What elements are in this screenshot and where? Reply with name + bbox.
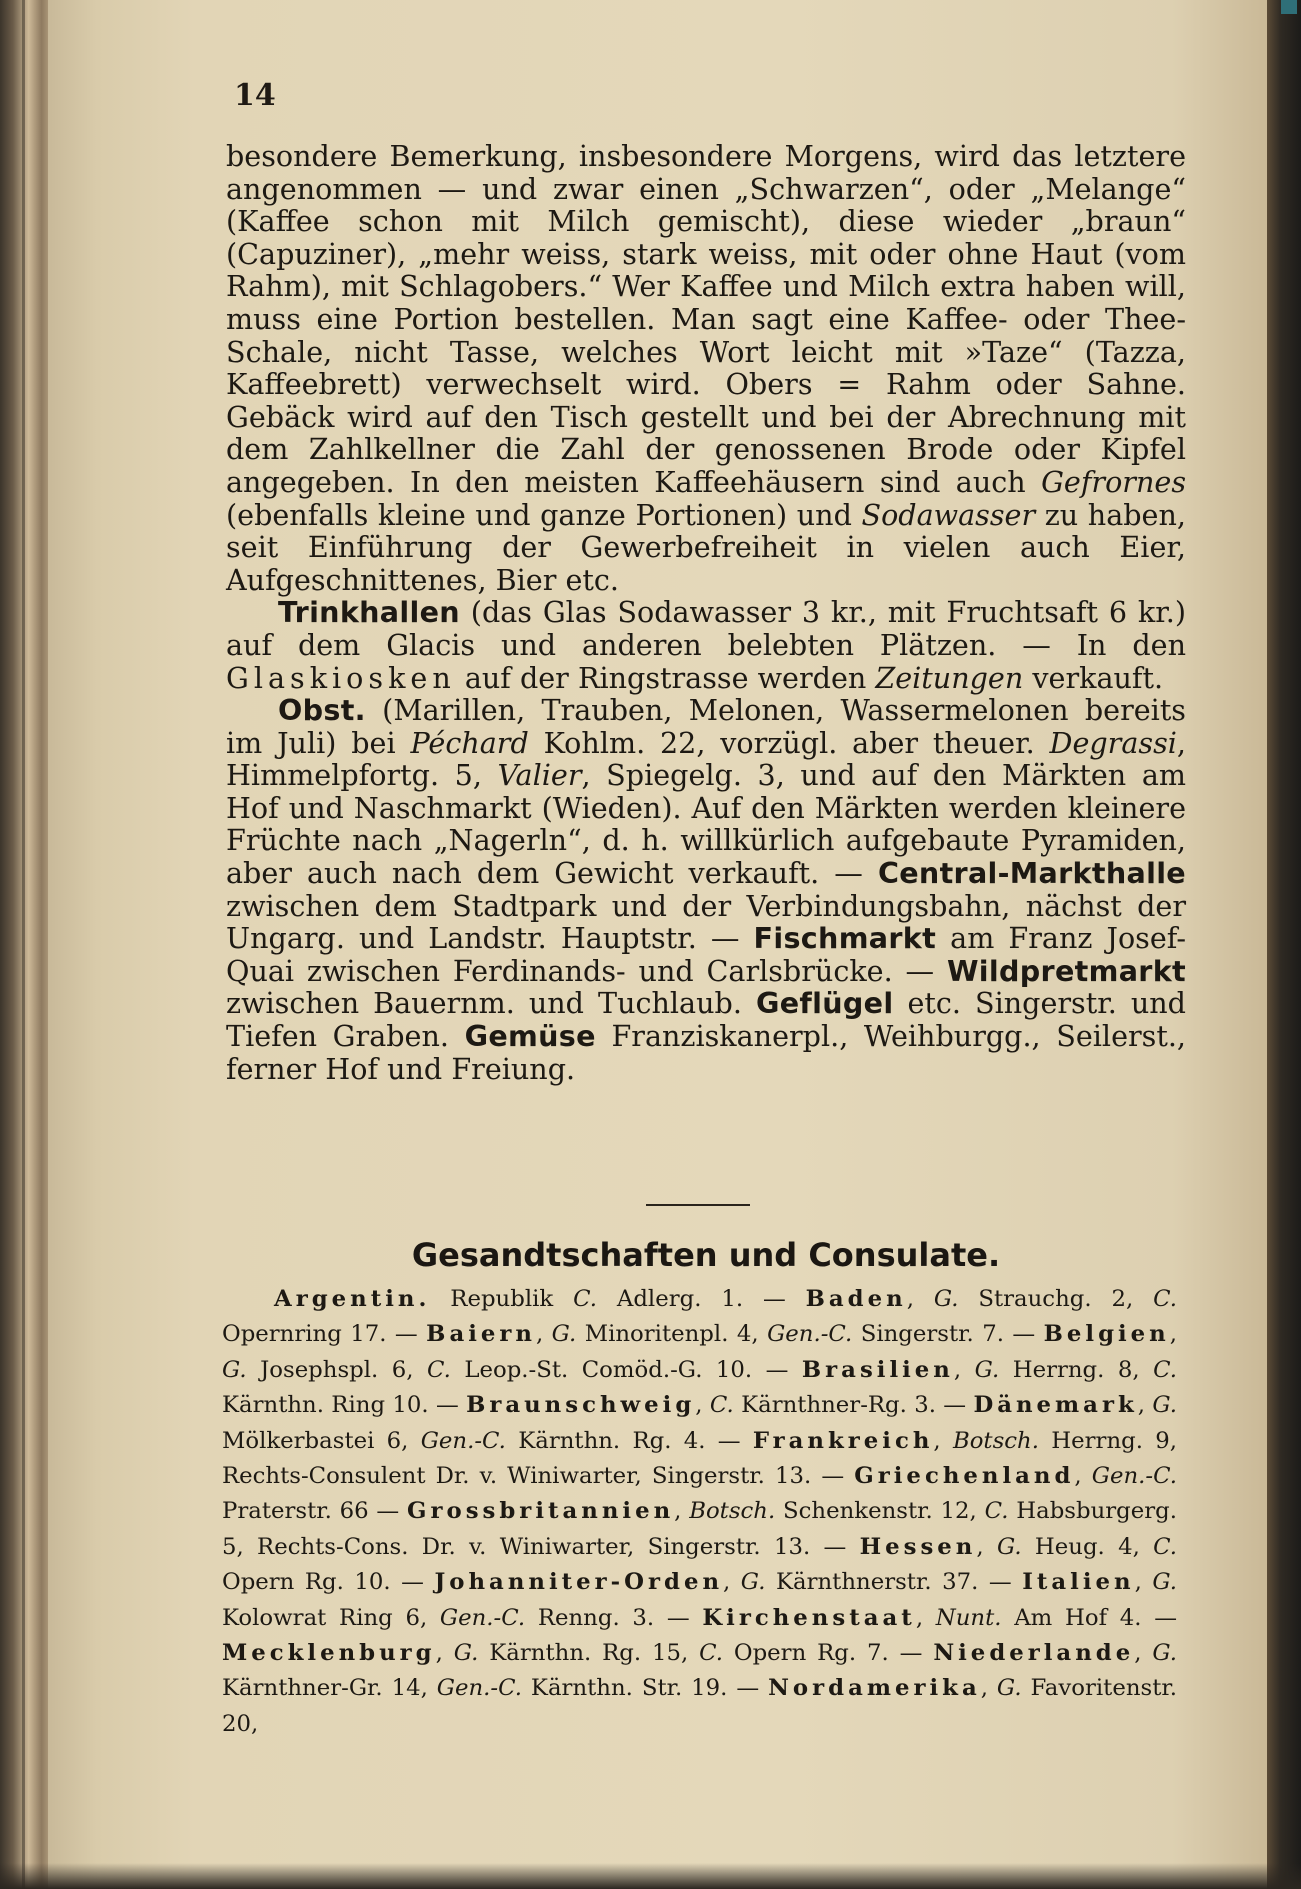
page-shadow-bottom <box>0 1863 1301 1889</box>
italic-term: Zeitungen <box>875 660 1024 695</box>
text-run: , Spiegelg. 3, und auf den Märkten am Hof und Naschmarkt (Wieden). Auf den Märkten werden kleinere Früchte nach „Nagerln“, d. h. willkürlich aufgebaute Pyramiden, aber auch nach dem Gewicht verkauft. — <box>226 758 1186 891</box>
mission-type: Gen.-C. <box>439 1604 526 1631</box>
consulate-address: , <box>1134 1569 1153 1596</box>
consulates-list <box>222 1282 1177 1742</box>
country-name: Braunschweig <box>466 1392 696 1419</box>
text-run: Kohlm. 22, vorzügl. aber theuer. <box>528 725 1050 760</box>
country-name: Italien <box>1022 1569 1135 1596</box>
mission-type: G. <box>996 1675 1022 1702</box>
consulate-address: Kolowrat Ring 6, <box>222 1604 440 1631</box>
consulate-address: Heug. 4, <box>1021 1533 1154 1560</box>
italic-term: Degrassi <box>1049 725 1177 760</box>
country-name: Nordamerika <box>768 1675 981 1702</box>
mission-type: G. <box>740 1569 766 1596</box>
text-run: (das Glas Sodawasser 3 kr., mit Fruchtsaft 6 kr.) auf dem Glacis und anderen belebten Plätzen. — In den <box>226 595 1186 662</box>
consulate-address: , <box>953 1356 975 1383</box>
bookmark-ribbon <box>1281 0 1297 14</box>
section-divider <box>646 1204 750 1206</box>
consulate-address: , <box>695 1392 710 1419</box>
mission-type: G. <box>222 1356 247 1383</box>
mission-type: C. <box>573 1286 597 1312</box>
consulate-address: , <box>435 1640 454 1667</box>
paragraph-coffee <box>226 140 1186 596</box>
text-run: Franziskanerpl., Weihburgg., Seilerst., ferner Hof und Freiung. <box>226 1019 1186 1086</box>
mission-type: G. <box>551 1321 577 1348</box>
consulate-address: Kärnthn. Rg. 15, <box>478 1640 700 1667</box>
mission-type: C. <box>1153 1356 1177 1383</box>
consulate-address: Habsburgerg. 5, Rechts-Cons. Dr. v. Winiwarter, Singerstr. 13. — <box>222 1498 1177 1560</box>
heading-term: Wildpretmarkt <box>946 953 1186 988</box>
text-run: , Himmelpfortg. 5, <box>226 725 1186 793</box>
consulate-address: Kärnthnerstr. 37. — <box>765 1569 1023 1596</box>
heading-term: Central-Markthalle <box>877 856 1186 891</box>
mission-type: C. <box>984 1498 1009 1525</box>
consulate-address: Singerstr. 7. — <box>852 1321 1044 1348</box>
mission-type: C. <box>1153 1286 1177 1312</box>
country-name: Argentin. <box>274 1286 431 1312</box>
country-name: Mecklenburg <box>222 1640 436 1667</box>
consulate-address: , <box>1134 1640 1153 1667</box>
consulate-address: , <box>1074 1463 1092 1490</box>
heading-term: Gemüse <box>464 1019 596 1054</box>
consulate-address: Opern Rg. 10. — <box>222 1569 435 1596</box>
italic-term: Sodawasser <box>861 497 1036 532</box>
mission-type: Gen.-C. <box>1091 1463 1177 1490</box>
mission-type: G. <box>996 1533 1022 1560</box>
consulate-address: , <box>674 1498 690 1525</box>
mission-type: C. <box>699 1640 724 1667</box>
consulate-address: Strauchg. 2, <box>958 1286 1154 1312</box>
mission-type: Gen.-C. <box>420 1427 506 1454</box>
heading-term: Obst. <box>278 693 366 728</box>
text-run: etc. Singerstr. und Tiefen Graben. <box>226 986 1186 1054</box>
text-run: zu haben, seit Einführung der Gewerbefreiheit in vielen auch Eier, Aufgeschnittenes, Bier etc. <box>226 497 1186 597</box>
country-name: Griechenland <box>854 1463 1075 1490</box>
consulate-address: , <box>535 1321 552 1348</box>
paragraph-obst <box>226 694 1186 1085</box>
consulate-address: , <box>906 1286 934 1312</box>
consulate-address: Schenkenstr. 12, <box>775 1498 985 1525</box>
mission-type: Gen.-C. <box>436 1675 522 1702</box>
text-run: zwischen dem Stadtpark und der Verbindungsbahn, nächst der Ungarg. und Landstr. Hauptstr. — <box>226 888 1186 956</box>
mission-type: Nunt. <box>935 1604 1002 1631</box>
mission-type: C. <box>709 1392 734 1419</box>
consulate-address: Herrng. 8, <box>999 1356 1154 1383</box>
consulate-address: Am Hof 4. — <box>1001 1604 1177 1631</box>
consulate-address: , <box>915 1604 936 1631</box>
consulate-address: Renng. 3. — <box>525 1604 703 1631</box>
consulate-address: Mölkerbastei 6, <box>222 1427 421 1454</box>
country-name: Grossbritannien <box>407 1498 675 1525</box>
mission-type: G. <box>1152 1392 1177 1419</box>
italic-term: Valier <box>497 758 582 793</box>
consulate-address: , <box>976 1533 997 1560</box>
country-name: Johanniter-Orden <box>434 1569 724 1596</box>
text-run: zwischen Bauernm. und Tuchlaub. <box>226 986 756 1021</box>
consulate-address: Opernring 17. — <box>222 1321 427 1348</box>
text-run: am Franz Josef-Quai zwischen Ferdinands- und Carlsbrücke. — <box>226 921 1186 988</box>
country-name: Baiern <box>426 1321 536 1348</box>
consulate-address: Adlerg. 1. — <box>597 1286 806 1312</box>
consulate-address: Minoritenpl. 4, <box>576 1321 768 1348</box>
country-name: Frankreich <box>752 1427 934 1454</box>
consulate-address: Kärnthn. Rg. 4. — <box>505 1427 753 1454</box>
mission-type: C. <box>426 1356 451 1383</box>
country-name: Brasilien <box>801 1356 954 1383</box>
heading-term: Fischmarkt <box>753 921 937 956</box>
consulate-address: Republik <box>430 1286 574 1312</box>
mission-type: G. <box>1152 1569 1177 1596</box>
paragraph-trinkhallen <box>226 596 1186 694</box>
heading-term: Geflügel <box>755 986 894 1021</box>
mission-type: G. <box>453 1640 479 1667</box>
consulate-address: Kärnthn. Str. 19. — <box>522 1675 769 1702</box>
mission-type: G. <box>933 1286 959 1312</box>
heading-term: Trinkhallen <box>278 595 460 630</box>
consulate-address: , <box>933 1427 953 1454</box>
book-edge-right <box>1267 0 1301 1889</box>
consulate-address: Kärnthn. Ring 10. — <box>222 1392 467 1419</box>
text-run: (Marillen, Trauben, Melonen, Wassermelonen bereits im Juli) bei <box>226 693 1186 760</box>
consulate-address: Herrng. 9, Rechts-Consulent Dr. v. Winiwarter, Singerstr. 13. — <box>222 1427 1177 1490</box>
binding-stitch <box>22 0 25 1889</box>
consulate-address: , <box>1137 1392 1153 1419</box>
book-binding-left <box>0 0 52 1889</box>
consulate-address: , <box>1169 1321 1178 1348</box>
country-name: Hessen <box>859 1533 977 1560</box>
consulate-address: Leop.-St. Comöd.-G. 10. — <box>450 1356 802 1383</box>
italic-term: Gefrornes <box>1041 464 1186 499</box>
mission-type: G. <box>1152 1640 1178 1667</box>
consulate-address: , <box>723 1569 741 1596</box>
country-name: Baden <box>805 1286 907 1312</box>
text-run: besondere Bemerkung, insbesondere Morgens, wird das letztere angenommen — und zwar einen „Schwarzen“, oder „Melange“ (Kaffee schon mit Milch gemischt), diese wieder „braun“ (Capuziner), „mehr weiss, stark weiss, mit oder ohne Haut (vom Rahm), mit Schlagobers.“ Wer Kaffee und Milch extra haben will, muss eine Portion bestellen. Man sagt eine Kaffee- oder Thee-Schale, nicht Tasse, welches Wort leicht mit »Taze“ (Tazza, Kaffeebrett) verwechselt wird. Obers = Rahm oder Sahne. Gebäck wird auf den Tisch gestellt und bei der Abrechnung mit dem Zahlkellner die Zahl der genossenen Brode oder Kipfel angegeben. In den meisten Kaffeehäusern sind auch <box>226 139 1186 499</box>
country-name: Dänemark <box>973 1392 1138 1419</box>
mission-type: C. <box>1153 1533 1178 1560</box>
text-run: verkauft. <box>1023 660 1164 695</box>
consulate-address: , <box>980 1675 997 1702</box>
country-name: Niederlande <box>933 1640 1135 1667</box>
italic-term: Péchard <box>410 725 529 760</box>
spaced-term: Glaskiosken <box>226 660 456 695</box>
country-name: Kirchenstaat <box>702 1604 916 1631</box>
mission-type: G. <box>974 1356 1000 1383</box>
mission-type: Botsch. <box>952 1427 1039 1454</box>
consulate-address: Praterstr. 66 — <box>222 1498 408 1525</box>
section-title: Gesandtschaften und Consulate. <box>411 1236 1001 1274</box>
text-run: auf der Ringstrasse werden <box>455 660 876 695</box>
consulate-address: Favoritenstr. 20, <box>222 1675 1177 1737</box>
page-number: 14 <box>234 78 276 113</box>
country-name: Belgien <box>1043 1321 1170 1348</box>
consulate-address: Kärnthner-Rg. 3. — <box>733 1392 974 1419</box>
consulate-address: Josephspl. 6, <box>246 1356 427 1383</box>
consulate-address: Opern Rg. 7. — <box>723 1640 934 1667</box>
text-run: (ebenfalls kleine und ganze Portionen) und <box>226 497 862 532</box>
consulate-address: Kärnthner-Gr. 14, <box>222 1675 437 1702</box>
mission-type: Gen.-C. <box>767 1321 853 1348</box>
mission-type: Botsch. <box>689 1498 776 1525</box>
main-text <box>226 140 1186 1085</box>
